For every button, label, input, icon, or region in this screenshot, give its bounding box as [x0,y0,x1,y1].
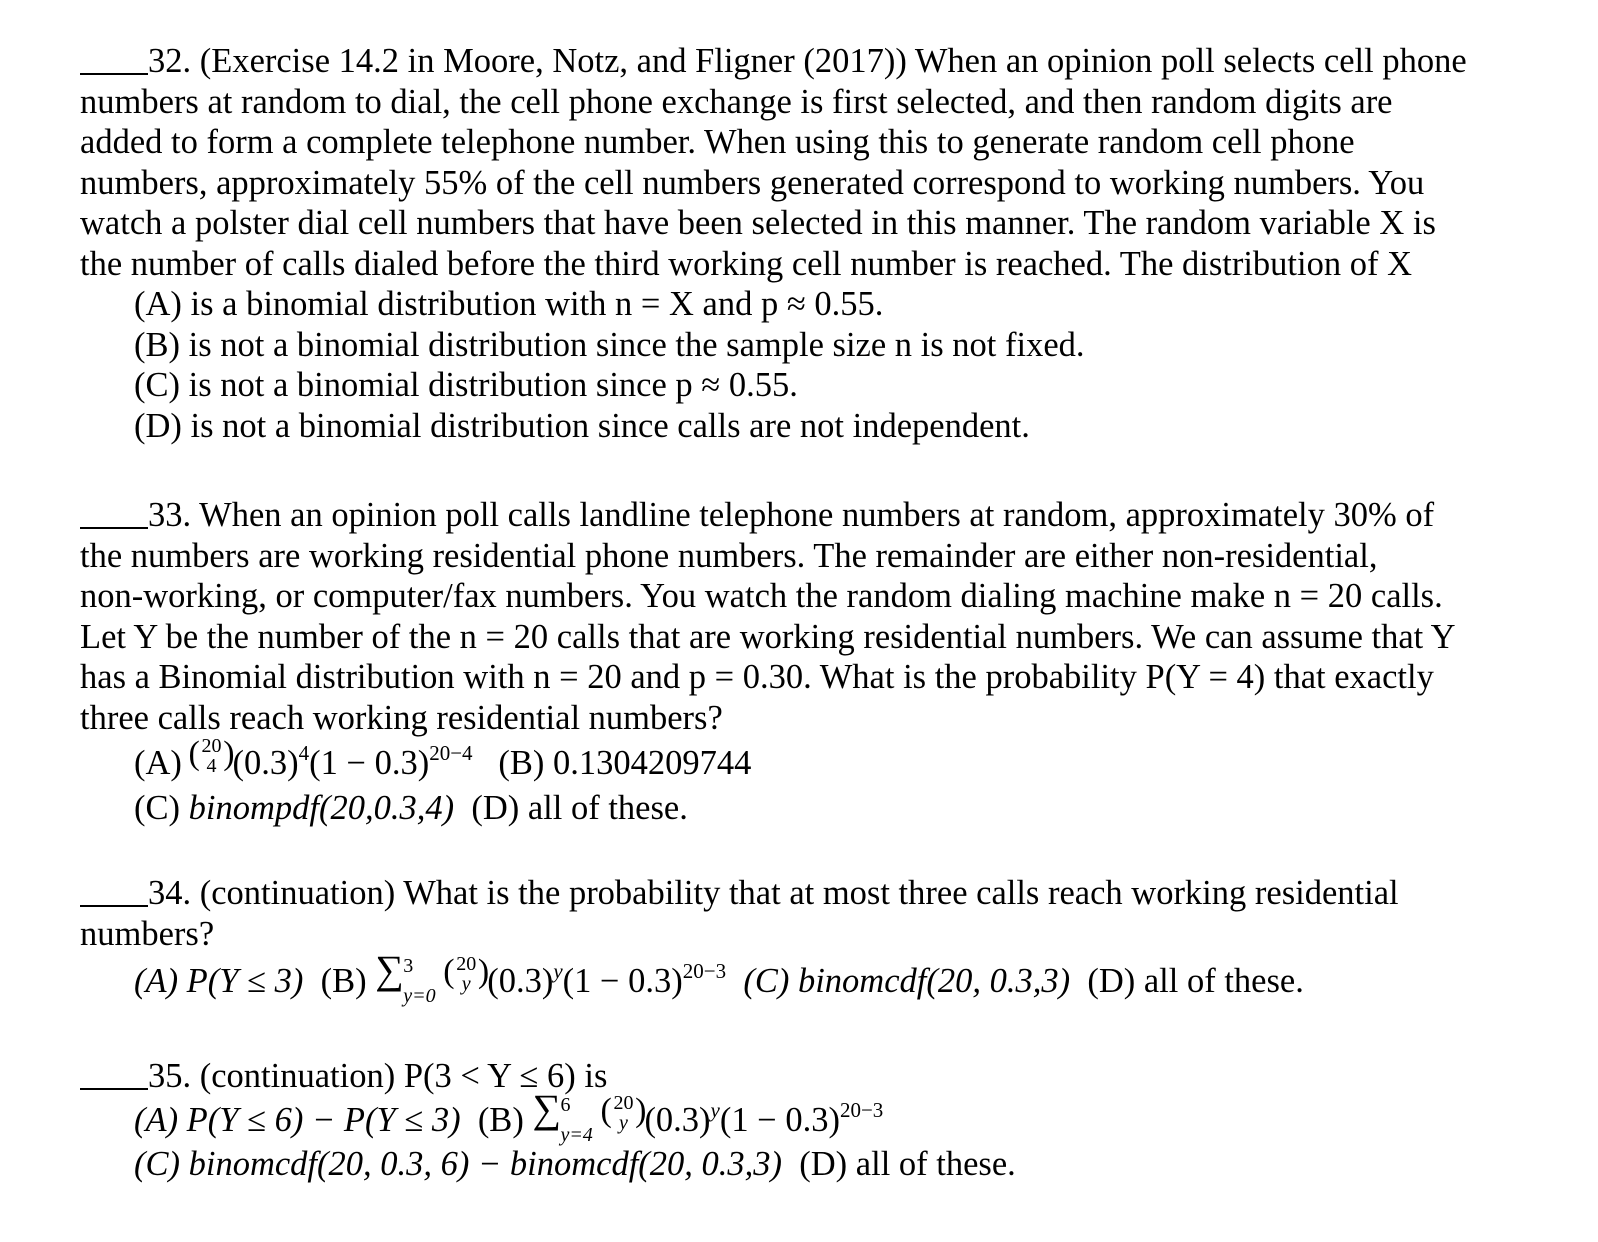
question-35 [80,1055,1550,1185]
option-d: (D) all of these. [799,1145,1016,1183]
question-35-options [80,1085,1550,1185]
question-32-line-1: 32. (Exercise 14.2 in Moore, Notz, and Fligner (2017)) When an opinion poll selects cell phone [80,40,1550,82]
question-34-options [80,947,1550,1007]
question-32-options [80,284,1550,446]
option-a: (A) P(Y ≤ 6) − P(Y ≤ 3) [134,1100,461,1139]
binomial-coefficient: ( 20 4 ) [188,735,235,777]
question-35-line-1: 35. (continuation) P(3 < Y ≤ 6) is [80,1055,1550,1097]
option-c: (C) is not a binomial distribution since p ≈ 0.55. [134,366,798,404]
answer-blank[interactable] [80,872,148,907]
question-34 [80,872,1550,1007]
option-d: (D) all of these. [471,788,688,827]
question-33-line-6: three calls reach working residential numbers? [80,698,723,737]
answer-blank[interactable] [80,1055,148,1090]
option-c-d-row [134,1144,1550,1185]
question-34-line-1: 34. (continuation) What is the probability that at most three calls reach working residential [80,872,1550,914]
option-d: (D) all of these. [1087,962,1304,1000]
option-b: (B) is not a binomial distribution since the sample size n is not fixed. [134,325,1085,364]
option-row: (A) P(Y ≤ 3) (B) ∑ 3 y=0 ( 20 y ) $(0.3)^y(1 - 0.3)^{20-3}$ (C) binomcdf(20, 0.3,3) (D) all of these. [134,947,1304,1007]
question-32-line-4: numbers, approximately 55% of the cell numbers generated correspond to working numbers. You [80,163,1425,202]
question-33-line-3: non-working, or computer/fax numbers. You watch the random dialing machine make n = 20 calls. [80,577,1443,615]
answer-blank[interactable] [80,494,148,529]
summation-symbol: ∑ 3 y=0 [375,947,436,1007]
option-d: (D) is not a binomial distribution since calls are not independent. [134,406,1030,445]
option-a-b-row: (A) ( 20 4 ) $(0.3)^4(1 - 0.3)^{20-4}$ (B) 0.1304209744 [134,735,752,782]
option-a-label: (A) [134,744,182,782]
option-c-d-row [134,788,1550,829]
question-33-options [80,735,1550,828]
option-b: (B) 0.1304209744 [498,744,752,782]
option-b-label: (B) [320,962,367,1000]
question-34-line-2: numbers? [80,914,215,953]
option-a-b-row: (A) P(Y ≤ 6) − P(Y ≤ 3) (B) ∑ 6 y=4 ( 20 y ) $(0.3)^y(1 - 0.3)^{20-3}$ [134,1085,884,1146]
option-a-expression: (0.3) [232,744,299,782]
option-c: (C) binomcdf(20, 0.3, 6) − binomcdf(20, 0.3,3) [134,1145,783,1183]
option-b-label: (B) [477,1100,524,1139]
option-c: (C) binomcdf(20, 0.3,3) [743,962,1071,1000]
summation-symbol: ∑ 6 y=4 [532,1085,593,1146]
question-32-line-6: the number of calls dialed before the third working cell number is reached. The distribution of X [80,244,1413,283]
question-33-line-1: 33. When an opinion poll calls landline telephone numbers at random, approximately 30% of [80,494,1550,536]
option-c-expression: binompdf(20,0.3,4) [188,788,455,827]
option-a: (A) P(Y ≤ 3) [134,962,304,1000]
question-33 [80,494,1550,828]
answer-blank[interactable] [80,40,148,75]
question-33-line-4: Let Y be the number of the n = 20 calls that are working residential numbers. We can assume that Y [80,617,1456,656]
binomial-coefficient: ( 20 y ) [600,1091,647,1134]
option-a: (A) is a binomial distribution with n = X and p ≈ 0.55. [134,285,884,323]
question-32-line-3: added to form a complete telephone number. When using this to generate random cell phone [80,123,1355,161]
question-33-line-5: has a Binomial distribution with n = 20 and p = 0.30. What is the probability P(Y = 4) that exactly [80,658,1434,696]
question-33-line-2: the numbers are working residential phone numbers. The remainder are either non-residential, [80,536,1378,575]
binomial-coefficient: ( 20 y ) [443,953,490,995]
question-32-line-5: watch a polster dial cell numbers that have been selected in this manner. The random variable X is [80,204,1436,242]
question-32 [80,40,1550,446]
option-c-label: (C) [134,788,180,827]
question-32-line-2: numbers at random to dial, the cell phone exchange is first selected, and then random digits are [80,82,1393,121]
